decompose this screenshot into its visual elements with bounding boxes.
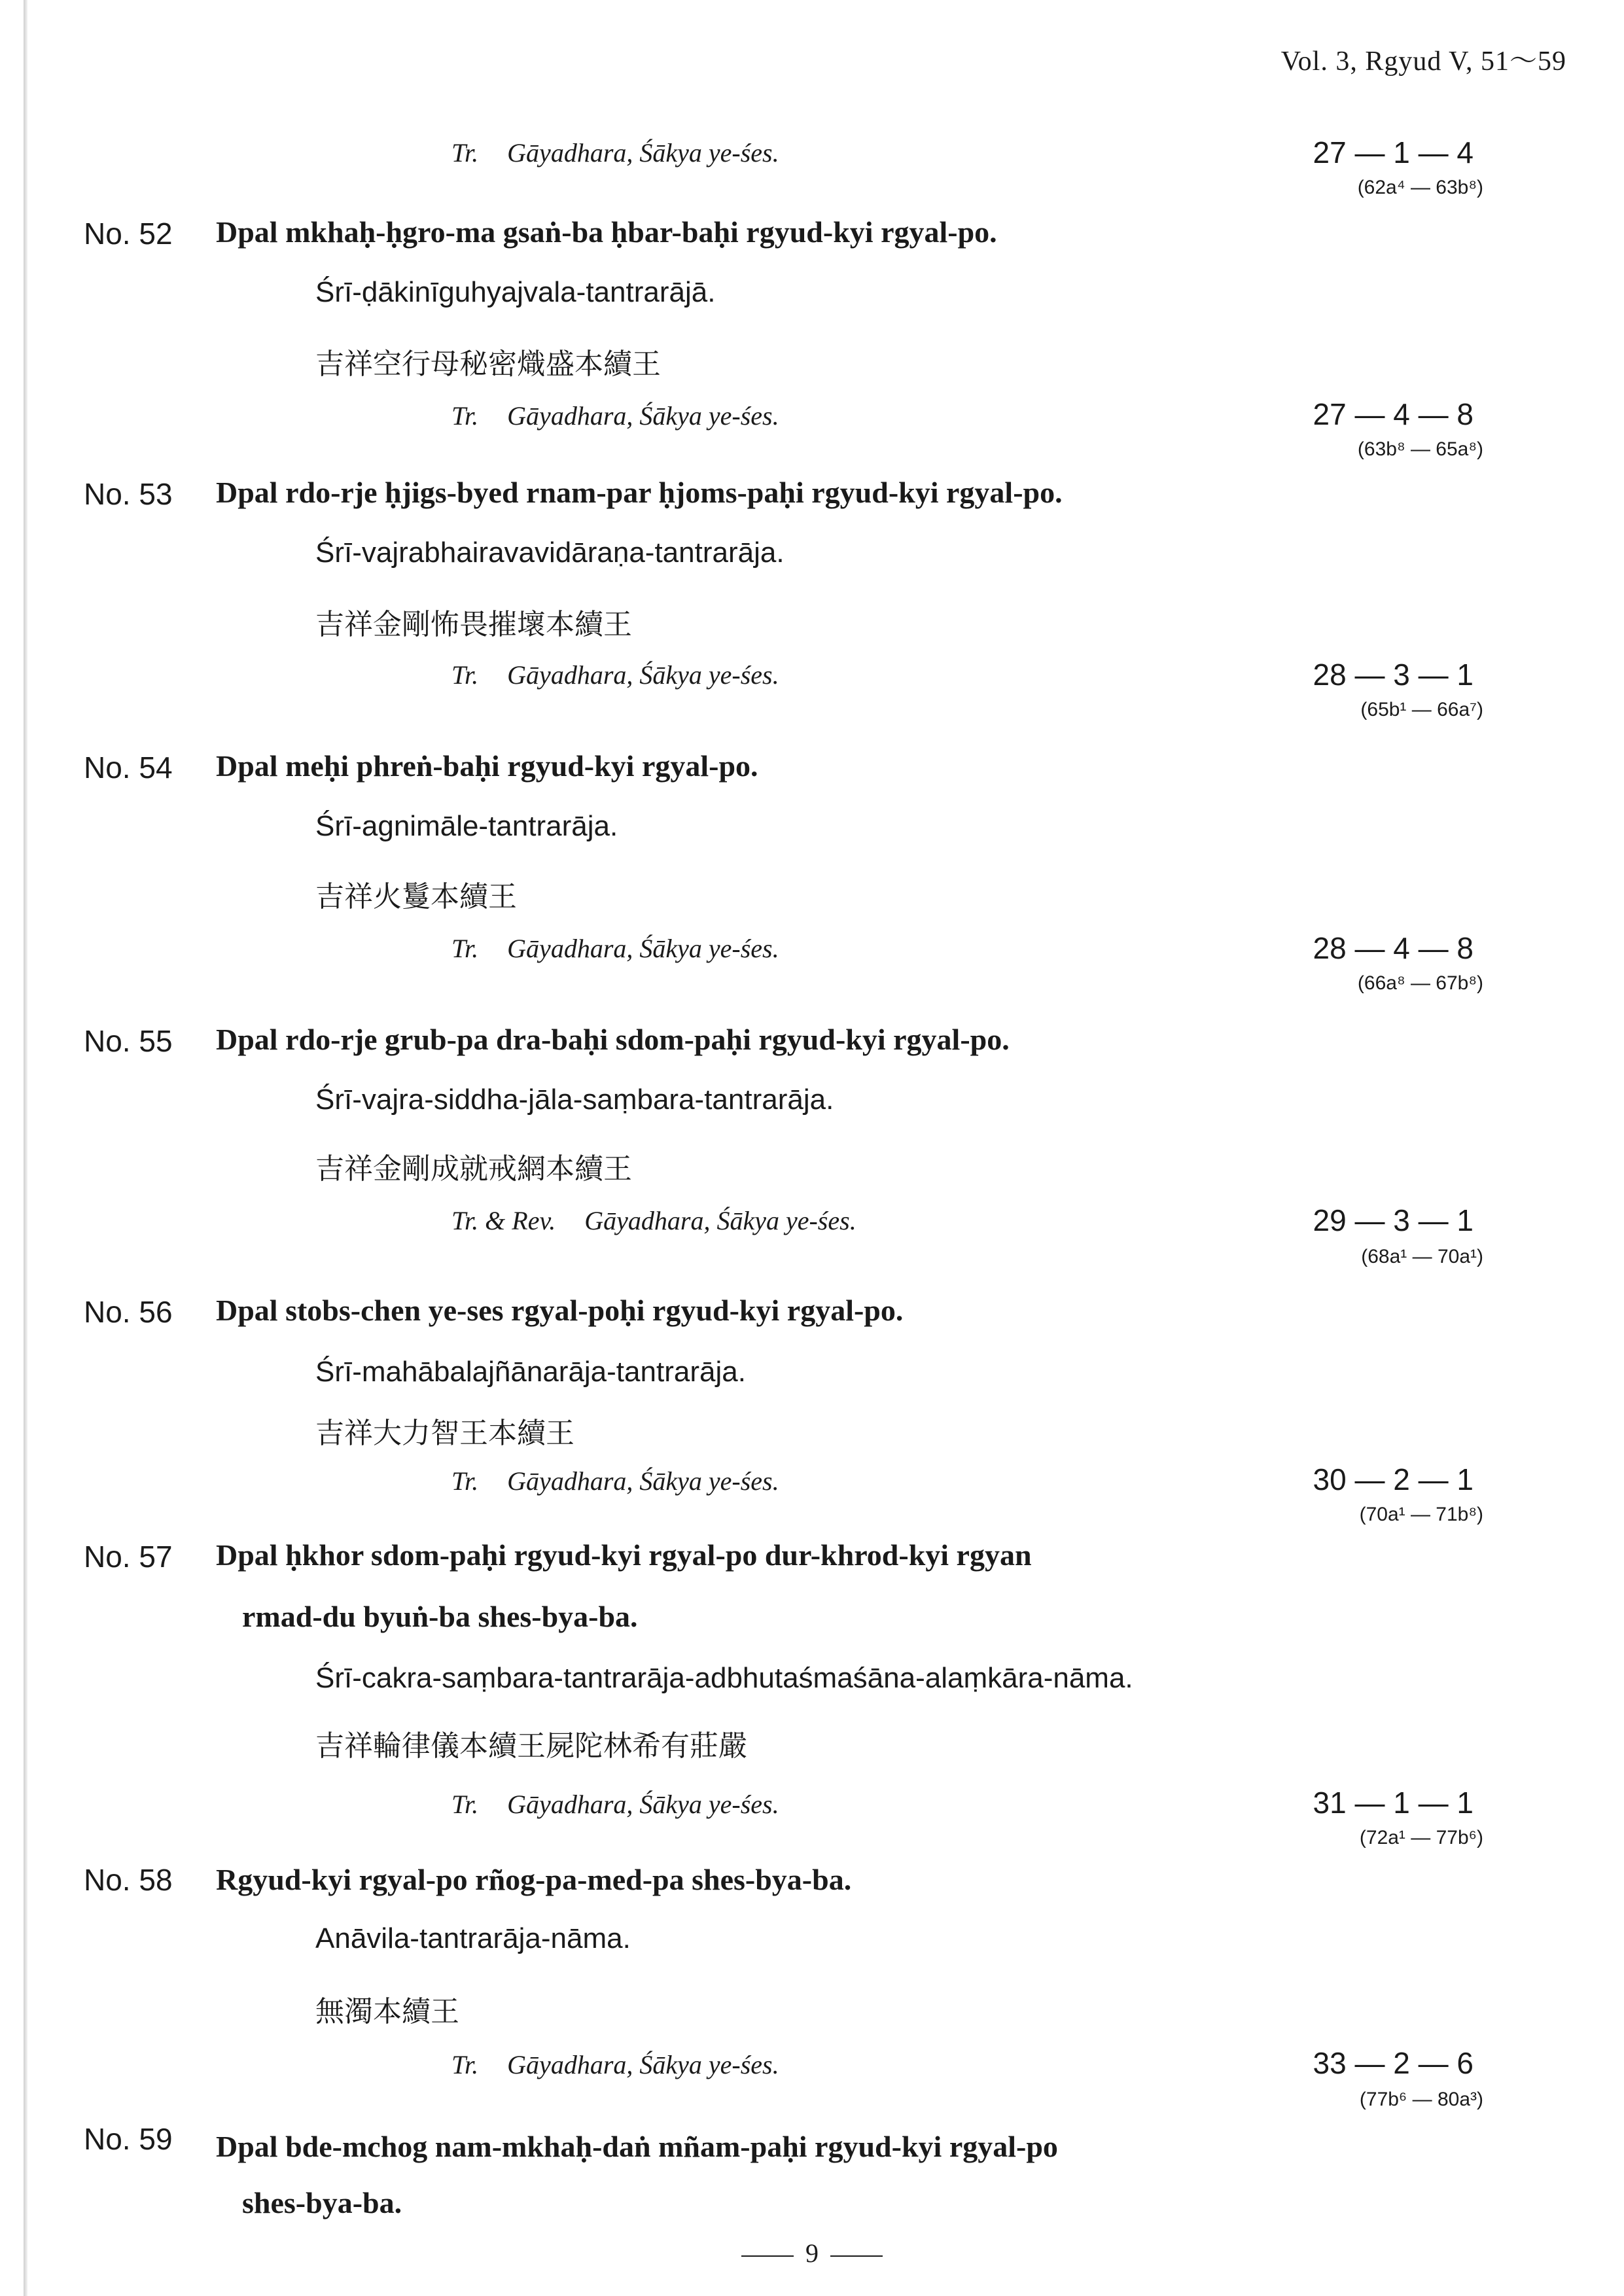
folio-range: (77b⁶ — 80a³) [1359, 2089, 1483, 2110]
folio-range: (66a⁸ — 67b⁸) [1357, 972, 1483, 994]
sanskrit-title: Śrī-vajra-siddha-jāla-saṃbara-tantrarāja. [315, 1084, 834, 1116]
folio-range: (72a¹ — 77b⁶) [1359, 1827, 1483, 1848]
sanskrit-title: Śrī-cakra-saṃbara-tantrarāja-adbhutaśmaśāna-alaṃkāra-nāma. [315, 1662, 1133, 1694]
tibetan-title-continued: shes-bya-ba. [242, 2186, 402, 2219]
chinese-title: 吉祥金剛成就戒網本續王 [315, 1152, 632, 1186]
sanskrit-title: Anāvila-tantrarāja-nāma. [315, 1922, 631, 1954]
volume-location: 27 — 4 — 8 [1313, 397, 1474, 431]
sanskrit-title: Śrī-ḍākinīguhyajvala-tantrarājā. [315, 276, 716, 308]
translator-names: Gāyadhara, Śākya ye-śes. [507, 401, 779, 431]
translator-names: Gāyadhara, Śākya ye-śes. [507, 660, 779, 690]
translator-line [451, 400, 779, 431]
translator-label: Tr. [451, 934, 479, 963]
entry-number: No. 53 [84, 477, 173, 511]
translator-names: Gāyadhara, Śākya ye-śes. [507, 138, 779, 168]
entry-number: No. 54 [84, 751, 173, 785]
chinese-title: 吉祥大力智王本續王 [315, 1417, 574, 1450]
sanskrit-title: Śrī-agnimāle-tantrarāja. [315, 810, 618, 842]
chinese-title: 無濁本續王 [315, 1995, 459, 2028]
tibetan-title: Rgyud-kyi rgyal-po rñog-pa-med-pa shes-bya-ba. [216, 1863, 852, 1896]
translator-line [451, 1466, 779, 1496]
entry-number: No. 56 [84, 1295, 173, 1329]
tibetan-title: Dpal ḥkhor sdom-paḥi rgyud-kyi rgyal-po dur-khrod-kyi rgyan [216, 1538, 1032, 1572]
translator-label: Tr. [451, 2050, 479, 2079]
volume-location: 29 — 3 — 1 [1313, 1203, 1474, 1237]
scan-binding-edge [24, 0, 27, 2296]
entry-number: No. 52 [84, 217, 173, 251]
sanskrit-title: Śrī-mahābalajñānarāja-tantrarāja. [315, 1356, 746, 1388]
tibetan-title: Dpal mkhaḥ-ḥgro-ma gsaṅ-ba ḥbar-baḥi rgyud-kyi rgyal-po. [216, 215, 997, 249]
folio-range: (70a¹ — 71b⁸) [1359, 1504, 1483, 1525]
folio-range: (63b⁸ — 65a⁸) [1357, 438, 1483, 460]
footer-rule-left [741, 2255, 794, 2257]
sanskrit-title: Śrī-vajrabhairavavidāraṇa-tantrarāja. [315, 537, 785, 569]
translator-label: Tr. [451, 401, 479, 431]
entry-number: No. 58 [84, 1863, 173, 1897]
folio-range: (68a¹ — 70a¹) [1361, 1246, 1483, 1267]
volume-location: 31 — 1 — 1 [1313, 1786, 1474, 1820]
volume-location: 33 — 2 — 6 [1313, 2046, 1474, 2080]
tibetan-title: Dpal bde-mchog nam-mkhaḥ-daṅ mñam-paḥi rgyud-kyi rgyal-po [216, 2130, 1058, 2163]
translator-line [451, 1205, 856, 1236]
translator-names: Gāyadhara, Śākya ye-śes. [507, 1466, 779, 1496]
volume-location: 28 — 3 — 1 [1313, 658, 1474, 692]
translator-names: Gāyadhara, Śākya ye-śes. [507, 1790, 779, 1819]
footer-rule-right [830, 2255, 883, 2257]
page-number: 9 [805, 2238, 819, 2268]
translator-label: Tr. [451, 1466, 479, 1496]
volume-location: 30 — 2 — 1 [1313, 1462, 1474, 1496]
volume-location: 28 — 4 — 8 [1313, 931, 1474, 965]
translator-names: Gāyadhara, Śākya ye-śes. [507, 2050, 779, 2079]
tibetan-title: Dpal meḥi phreṅ-baḥi rgyud-kyi rgyal-po. [216, 749, 758, 783]
translator-names: Gāyadhara, Śākya ye-śes. [507, 934, 779, 963]
chinese-title: 吉祥輪律儀本續王屍陀林希有莊嚴 [315, 1729, 747, 1763]
translator-label: Tr. [451, 138, 479, 168]
translator-line [451, 2049, 779, 2080]
translator-line [451, 660, 779, 690]
translator-label: Tr. [451, 1790, 479, 1819]
tibetan-title-continued: rmad-du byuṅ-ba shes-bya-ba. [242, 1600, 638, 1633]
chinese-title: 吉祥空行母秘密熾盛本續王 [315, 347, 661, 381]
folio-range: (65b¹ — 66a⁷) [1360, 699, 1483, 720]
tibetan-title: Dpal rdo-rje grub-pa dra-baḥi sdom-paḥi rgyud-kyi rgyal-po. [216, 1023, 1010, 1056]
translator-label: Tr. & Rev. [451, 1206, 556, 1235]
entry-number: No. 55 [84, 1024, 173, 1058]
translator-line [451, 137, 779, 168]
translator-label: Tr. [451, 660, 479, 690]
folio-range: (62a⁴ — 63b⁸) [1357, 177, 1483, 198]
running-header: Vol. 3, Rgyud V, 51～59 [1280, 46, 1566, 77]
chinese-title: 吉祥金剛怖畏摧壞本續王 [315, 608, 632, 641]
translator-line [451, 933, 779, 964]
translator-names: Gāyadhara, Śākya ye-śes. [584, 1206, 856, 1235]
page-footer [0, 2238, 1624, 2269]
volume-location: 27 — 1 — 4 [1313, 135, 1474, 169]
chinese-title: 吉祥火鬘本續王 [315, 880, 517, 913]
tibetan-title: Dpal rdo-rje ḥjigs-byed rnam-par ḥjoms-paḥi rgyud-kyi rgyal-po. [216, 476, 1063, 509]
entry-number: No. 57 [84, 1540, 173, 1574]
tibetan-title: Dpal stobs-chen ye-ses rgyal-poḥi rgyud-kyi rgyal-po. [216, 1294, 904, 1327]
entry-number: No. 59 [84, 2122, 173, 2156]
translator-line [451, 1789, 779, 1820]
